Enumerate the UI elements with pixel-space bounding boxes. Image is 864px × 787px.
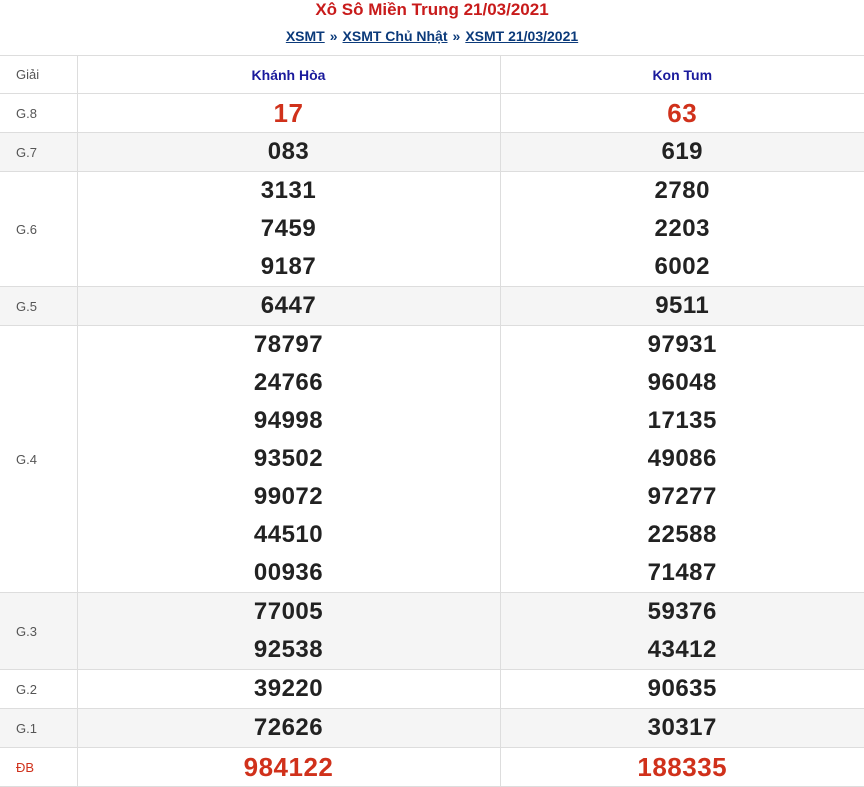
prize-cell (500, 133, 864, 172)
lottery-number: 39220 (253, 675, 324, 702)
prize-cell (500, 593, 864, 670)
results-body (0, 94, 864, 787)
lottery-number: 7459 (260, 215, 317, 242)
prize-cell (77, 748, 500, 787)
lottery-number: 619 (661, 138, 704, 165)
lottery-number: 71487 (647, 559, 717, 586)
lottery-number: 97931 (647, 331, 717, 358)
prize-label: G.6 (0, 172, 77, 287)
prize-label: G.4 (0, 326, 77, 593)
lottery-number: 49086 (647, 445, 717, 472)
lottery-number: 6447 (260, 292, 317, 319)
breadcrumb-separator: » (452, 28, 461, 44)
province-header-kon-tum[interactable]: Kon Tum (500, 56, 864, 94)
prize-cell (500, 287, 864, 326)
lottery-number: 2780 (654, 177, 710, 204)
prize-label: G.5 (0, 287, 77, 326)
lottery-number: 083 (267, 138, 310, 165)
prize-column-header: Giải (0, 56, 77, 94)
prize-cell (500, 709, 864, 748)
lottery-number: 17135 (647, 407, 717, 434)
prize-cell (500, 172, 864, 287)
table-header-row (0, 56, 864, 94)
table-row (0, 709, 864, 748)
table-row (0, 670, 864, 709)
lottery-number: 63 (667, 98, 698, 128)
lottery-number: 188335 (637, 752, 728, 782)
prize-cell (77, 172, 500, 287)
lottery-number: 3131 (260, 177, 317, 204)
breadcrumb-separator: » (329, 28, 338, 44)
lottery-number: 97277 (647, 483, 717, 510)
prize-cell (77, 593, 500, 670)
lottery-number: 9187 (260, 253, 317, 280)
lottery-number: 44510 (253, 521, 324, 548)
lottery-number: 96048 (647, 369, 717, 396)
prize-cell (77, 326, 500, 593)
lottery-number: 59376 (647, 598, 717, 625)
lottery-number: 92538 (253, 636, 324, 663)
lottery-number: 30317 (647, 714, 717, 741)
lottery-number: 94998 (253, 407, 324, 434)
lottery-number: 43412 (647, 636, 717, 663)
lottery-number: 984122 (243, 752, 334, 782)
results-table (0, 55, 864, 787)
prize-label: ĐB (0, 748, 77, 787)
table-row (0, 133, 864, 172)
lottery-number: 99072 (253, 483, 324, 510)
lottery-number: 24766 (253, 369, 324, 396)
prize-cell (500, 670, 864, 709)
table-row (0, 326, 864, 593)
table-row (0, 287, 864, 326)
lottery-number: 78797 (253, 331, 324, 358)
lottery-number: 90635 (647, 675, 717, 702)
prize-cell (77, 670, 500, 709)
table-row (0, 94, 864, 133)
lottery-number: 77005 (253, 598, 324, 625)
prize-cell (500, 326, 864, 593)
prize-label: G.8 (0, 94, 77, 133)
lottery-number: 9511 (655, 292, 710, 319)
prize-cell (77, 709, 500, 748)
prize-label: G.2 (0, 670, 77, 709)
page-title: Xô Sô Miền Trung 21/03/2021 (315, 0, 549, 19)
province-header-khanh-hoa[interactable]: Khánh Hòa (77, 56, 500, 94)
lottery-number: 72626 (253, 714, 324, 741)
breadcrumb-link-xsmt-sunday[interactable]: XSMT Chủ Nhật (342, 28, 448, 44)
lottery-number: 00936 (253, 559, 324, 586)
table-row (0, 172, 864, 287)
prize-label: G.1 (0, 709, 77, 748)
prize-label: G.3 (0, 593, 77, 670)
breadcrumb-link-xsmt[interactable]: XSMT (285, 28, 325, 44)
lottery-number: 17 (273, 98, 304, 128)
breadcrumb-link-xsmt-date[interactable]: XSMT 21/03/2021 (465, 28, 579, 44)
prize-cell (77, 133, 500, 172)
lottery-number: 2203 (654, 215, 710, 242)
prize-cell (77, 94, 500, 133)
lottery-number: 93502 (253, 445, 324, 472)
prize-cell (77, 287, 500, 326)
breadcrumb (0, 25, 864, 47)
table-row (0, 593, 864, 670)
prize-label: G.7 (0, 133, 77, 172)
table-row (0, 748, 864, 787)
lottery-number: 6002 (654, 253, 710, 280)
lottery-number: 22588 (647, 521, 717, 548)
prize-cell (500, 748, 864, 787)
prize-cell (500, 94, 864, 133)
